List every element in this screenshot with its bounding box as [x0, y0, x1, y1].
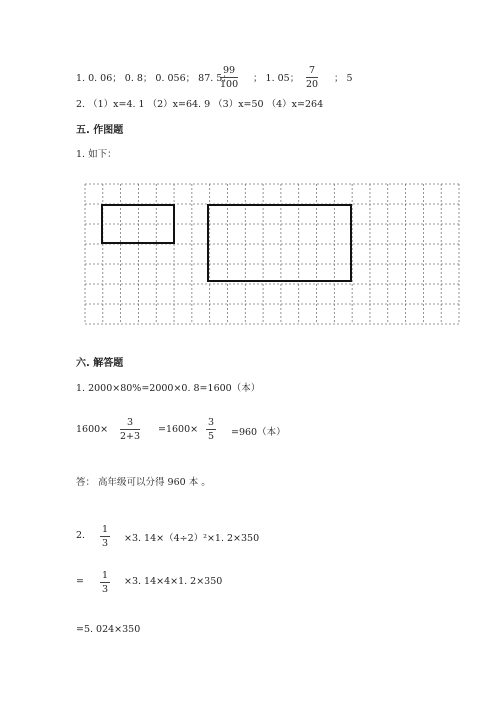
fraction-1-3 — [100, 570, 110, 595]
fraction-numerator: 3 — [120, 417, 140, 430]
large-rectangle — [208, 205, 351, 281]
solution-1-line-2-start: 1600× — [76, 424, 109, 435]
solution-1-line-2-mid: =1600× — [158, 424, 199, 435]
fraction-numerator: 1 — [102, 524, 109, 535]
fraction-99-100 — [220, 65, 238, 90]
solution-2-line-3: =5. 024×350 — [76, 624, 141, 635]
section-5-item-1: 1. 如下： — [76, 149, 117, 160]
answer-statement: 答： 高年级可以分得 960 本 。 — [76, 477, 211, 488]
answer-line-1-start: 1. 0. 06； 0. 8； 0. 056； 87. 5； — [76, 73, 232, 84]
fraction-numerator: 99 — [220, 65, 238, 78]
section-6-title: 六. 解答题 — [76, 358, 124, 369]
fraction-denominator: 3 — [102, 584, 109, 595]
solution-2-line-2-start: = — [76, 576, 84, 587]
fraction-denominator: 20 — [306, 79, 319, 90]
solution-1-line-2-end: =960（本） — [231, 427, 286, 438]
fraction-denominator: 3 — [102, 538, 109, 549]
answer-line-1-mid: ； 1. 05； — [253, 73, 300, 84]
section-5-title: 五. 作图题 — [76, 125, 124, 136]
fraction-denominator: 5 — [208, 431, 215, 442]
fraction-7-20 — [306, 65, 318, 90]
fraction-denominator: 100 — [220, 79, 239, 90]
fraction-numerator: 7 — [306, 65, 318, 78]
drawing-grid — [84, 183, 460, 325]
fraction-3-5 — [206, 417, 216, 442]
fraction-numerator: 1 — [102, 570, 109, 581]
solution-2-line-1-end: ×3. 14×（4÷2）²×1. 2×350 — [124, 533, 260, 544]
answer-line-1-end: ； 5 — [334, 73, 353, 84]
solution-2-line-2-end: ×3. 14×4×1. 2×350 — [124, 576, 223, 587]
fraction-denominator: 2+3 — [120, 431, 141, 442]
answer-line-1 — [76, 70, 232, 84]
fraction-3-over-2plus3 — [120, 417, 140, 442]
fraction-numerator: 3 — [208, 417, 215, 428]
solution-2-line-1-start: 2. — [76, 530, 86, 541]
fraction-1-3 — [100, 524, 110, 549]
answer-line-2: 2. （1）x=4. 1 （2）x=64. 9 （3）x=50 （4）x=264 — [76, 99, 324, 110]
solution-1-line-1: 1. 2000×80%=2000×0. 8=1600（本） — [76, 383, 261, 394]
